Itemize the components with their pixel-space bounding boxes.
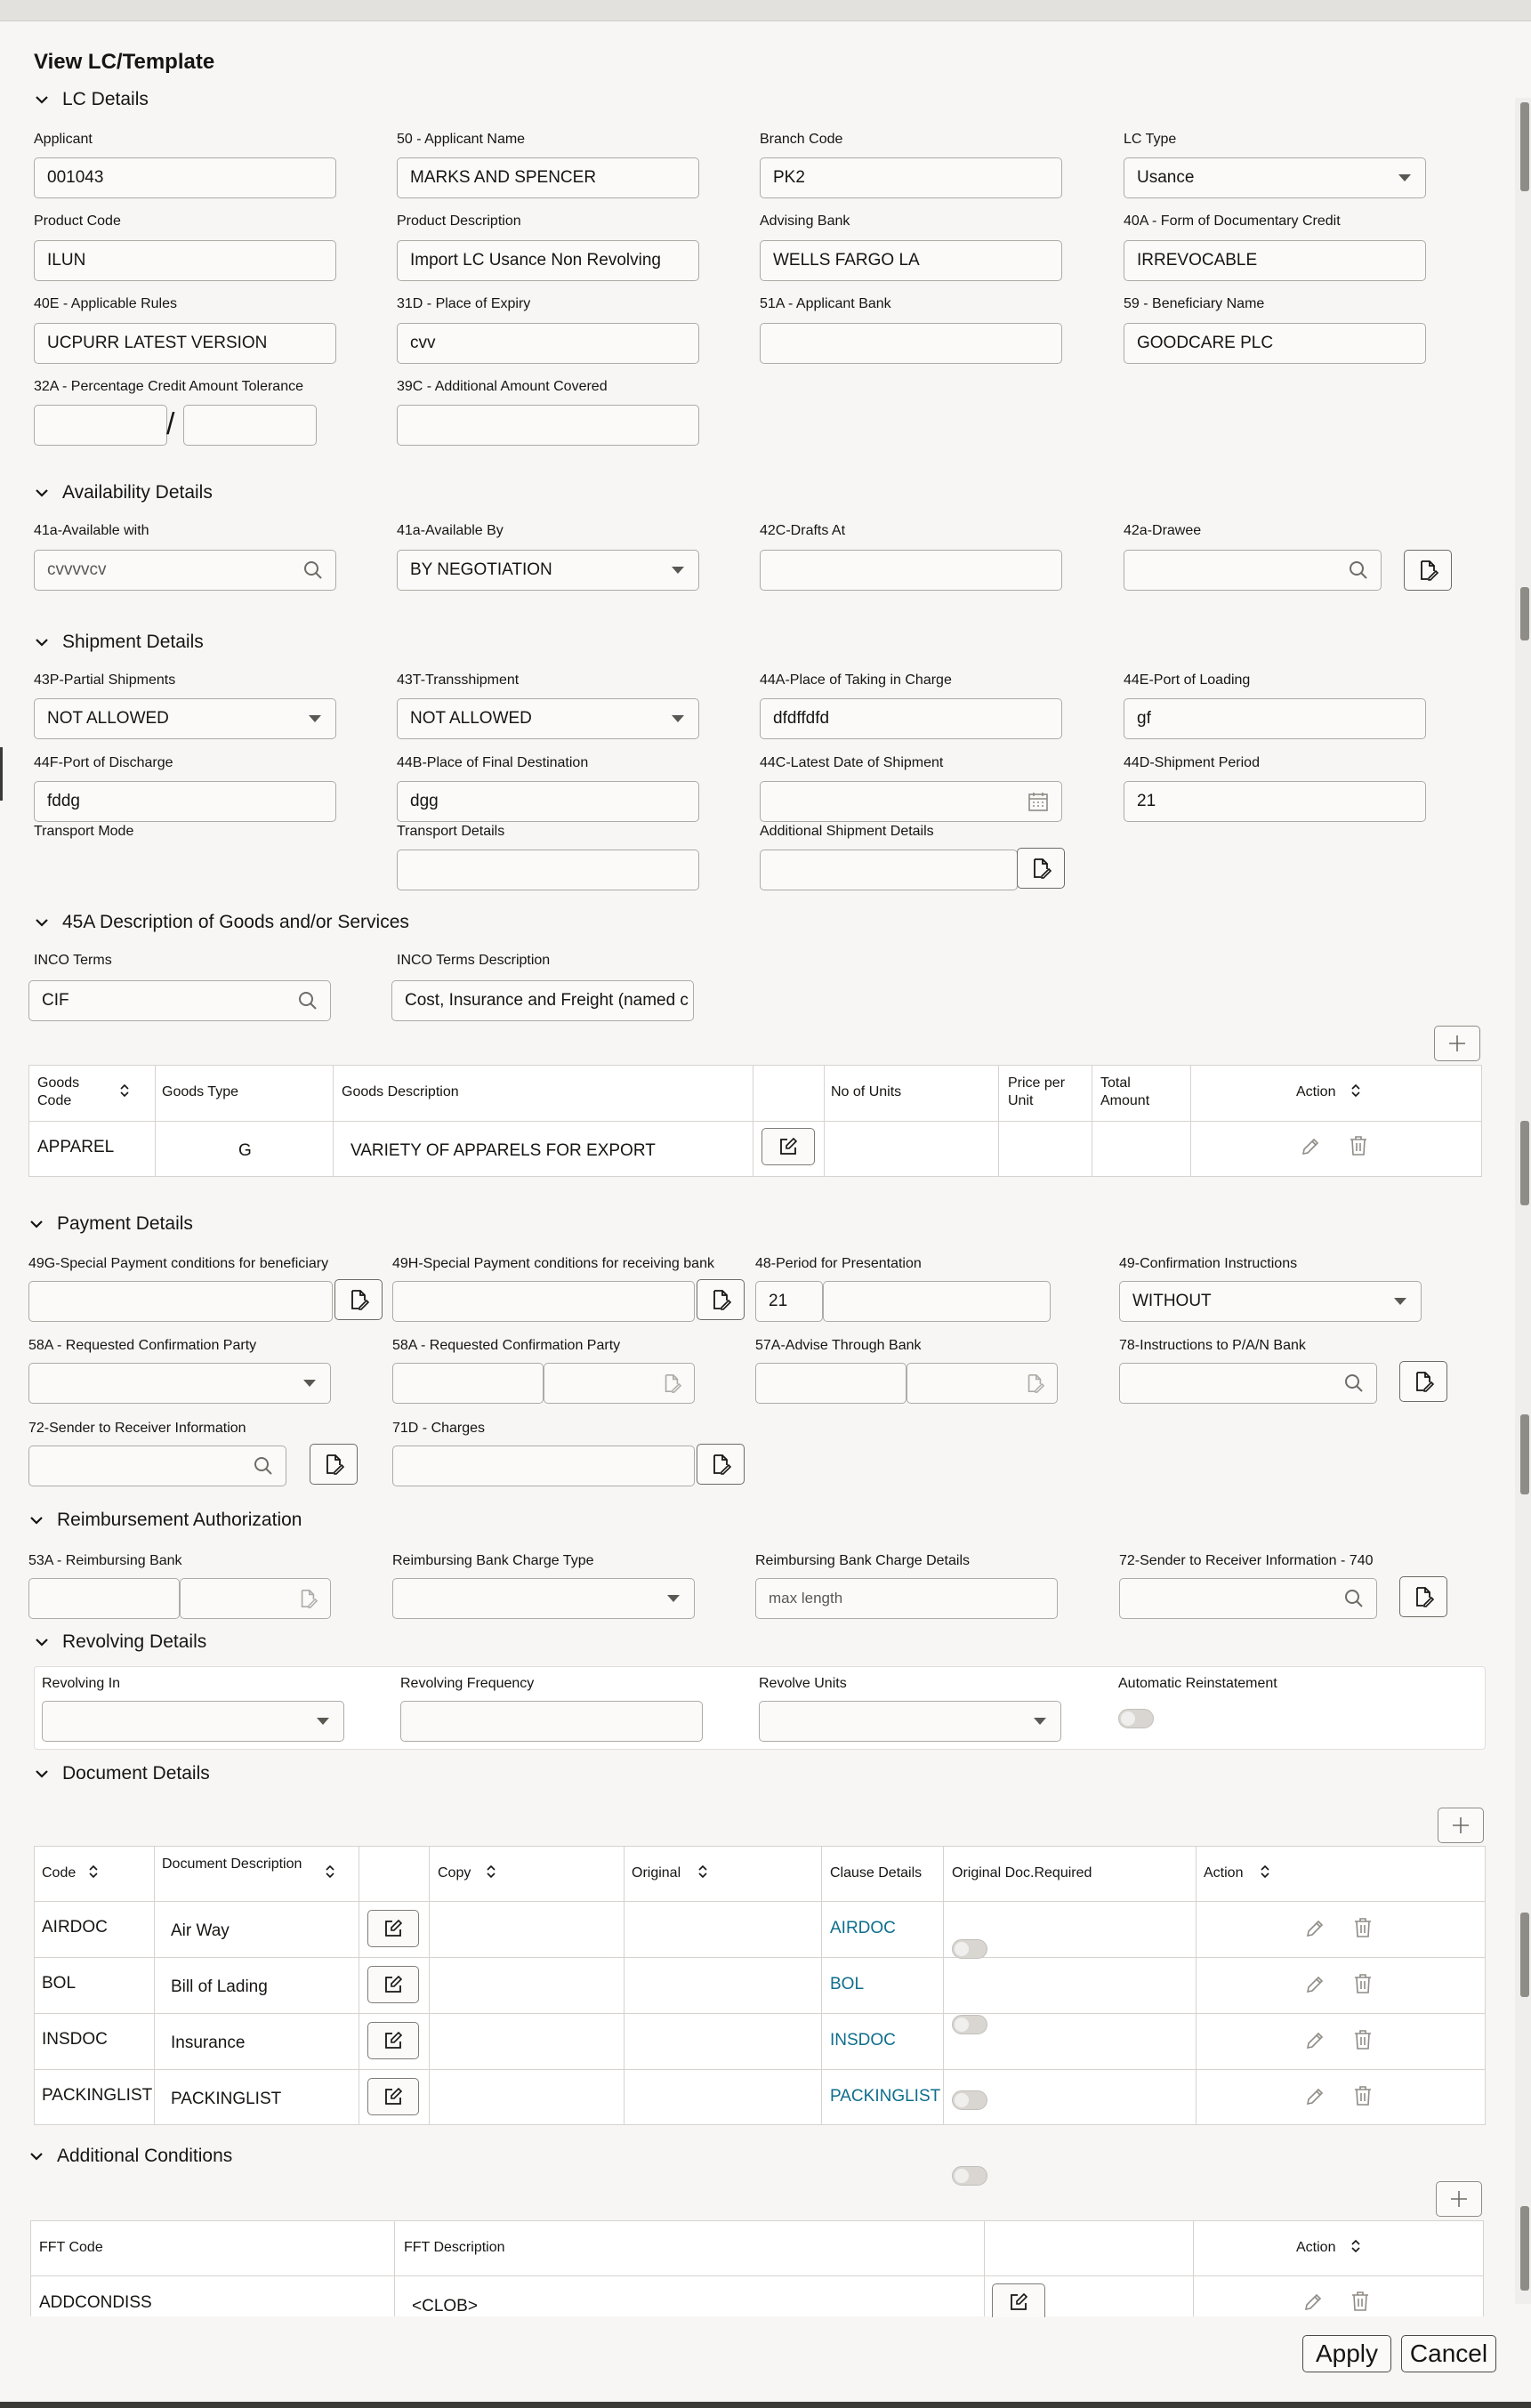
doc-code-cell: PACKINGLIST [42,2086,153,2105]
document-edit-icon [1413,1586,1434,1607]
revolving-frequency-field[interactable] [400,1701,703,1742]
beneficiary-name-field[interactable]: GOODCARE PLC [1124,323,1426,364]
special-beneficiary-field[interactable] [28,1281,333,1322]
chevron-down-icon [34,92,50,108]
branch-code-label: Branch Code [760,132,843,147]
inco-terms-label: INCO Terms [34,953,112,968]
port-discharge-field[interactable]: fddg [34,781,336,822]
section-title: Shipment Details [62,632,204,652]
search-icon[interactable] [1349,560,1368,580]
row-divider [34,2013,1486,2014]
revolve-units-label: Revolve Units [759,1676,847,1691]
confirmation-label: 49-Confirmation Instructions [1119,1256,1298,1271]
sender-740-edit-button[interactable] [1399,1576,1447,1617]
available-by-value: BY NEGOTIATION [410,560,552,579]
transport-details-label: Transport Details [397,824,505,839]
pencil-icon[interactable] [1305,1975,1325,1994]
row-divider [34,1957,1486,1958]
doc-clause-link[interactable]: PACKINGLIST [830,2087,941,2106]
section-title: LC Details [62,89,149,109]
charge-details-field[interactable]: max length [755,1578,1058,1619]
col-header-original[interactable]: Original [632,1865,681,1880]
chevron-down-icon [34,485,50,501]
scrollbar-thumb-3[interactable] [1520,1121,1529,1205]
doc-clause-link[interactable]: INSDOC [830,2031,896,2050]
trash-icon[interactable] [1353,2029,1373,2050]
partial-shipments-value: NOT ALLOWED [47,709,169,728]
transport-mode-label: Transport Mode [34,824,134,839]
drawee-edit-button[interactable] [1404,550,1452,591]
auto-reinstatement-toggle[interactable] [1118,1709,1154,1728]
drafts-at-field[interactable] [760,550,1062,591]
col-header-fft-action[interactable]: Action [1296,2240,1336,2255]
tolerance-label: 32A - Percentage Credit Amount Tolerance [34,379,303,394]
section-shipment[interactable] [34,632,204,653]
scrollbar-thumb[interactable] [1520,102,1529,191]
sender-740-field[interactable] [1119,1578,1377,1619]
dropdown-caret-icon [1034,1718,1046,1725]
port-loading-label: 44E-Port of Loading [1124,672,1251,688]
req-conf-party-select[interactable] [28,1363,331,1404]
edit-box-icon [384,1920,402,1937]
doc-code-cell: BOL [42,1974,77,1993]
row-divider [28,1121,1482,1122]
col-divider [155,1065,156,1177]
chevron-down-icon [28,1512,44,1528]
search-icon[interactable] [298,991,318,1011]
section-title: 45A Description of Goods and/or Services [62,912,409,932]
doc-edit-button[interactable] [367,1966,419,2003]
charge-type-select[interactable] [392,1578,695,1619]
row-divider [30,2275,1484,2276]
scrollbar-thumb-6[interactable] [1520,2206,1529,2291]
sort-icon[interactable] [1260,1864,1270,1879]
shipment-period-label: 44D-Shipment Period [1124,755,1260,770]
document-edit-icon [348,1289,369,1310]
trash-icon[interactable] [1353,1973,1373,1994]
edit-box-icon [779,1138,797,1156]
final-destination-field[interactable]: dgg [397,781,699,822]
fft-edit-button[interactable] [992,2283,1045,2321]
lc-type-select[interactable] [1124,157,1426,198]
document-edit-icon[interactable] [298,1589,318,1608]
doc-description-cell: Air Way [171,1921,230,1940]
dropdown-caret-icon [309,715,321,722]
scrollbar-thumb-5[interactable] [1520,1913,1529,1997]
revolving-in-label: Revolving In [42,1676,121,1691]
tolerance-separator: / [166,407,175,441]
charge-type-label: Reimbursing Bank Charge Type [392,1553,594,1568]
doc-edit-button[interactable] [367,1910,419,1947]
product-code-field[interactable]: ILUN [34,240,336,281]
req-conf-party-2-label: 58A - Requested Confirmation Party [392,1338,621,1353]
edit-box-icon [384,2032,402,2050]
section-title: Availability Details [62,482,213,503]
col-divider [1190,1065,1191,1177]
product-code-label: Product Code [34,213,121,229]
doc-edit-button[interactable] [367,2078,419,2115]
place-taking-label: 44A-Place of Taking in Charge [760,672,952,688]
pencil-icon[interactable] [1301,1137,1320,1156]
col-header-copy[interactable]: Copy [438,1865,471,1880]
original-doc-required-toggle[interactable] [952,2015,987,2034]
additional-shipment-label: Additional Shipment Details [760,824,934,839]
charges-edit-button[interactable] [697,1444,745,1485]
additional-shipment-edit-button[interactable] [1017,848,1065,889]
reimbursing-bank-label: 53A - Reimbursing Bank [28,1553,182,1568]
tolerance-minus-field[interactable] [183,405,317,446]
doc-code-cell: INSDOC [42,2030,108,2049]
section-goods[interactable] [34,912,409,933]
port-loading-field[interactable]: gf [1124,698,1426,739]
search-icon[interactable] [1344,1589,1364,1608]
section-documents[interactable] [34,1763,210,1784]
plus-icon [1447,1034,1467,1053]
document-edit-icon [1030,858,1052,879]
search-icon[interactable] [303,560,323,580]
add-goods-button[interactable] [1434,1026,1480,1061]
dropdown-caret-icon [672,715,684,722]
col-divider [984,2220,985,2316]
sort-icon[interactable] [88,1864,99,1879]
product-description-label: Product Description [397,213,521,229]
lc-type-label: LC Type [1124,132,1177,147]
col-header-no-of-units: No of Units [831,1084,902,1099]
goods-type-cell: G [238,1141,252,1160]
section-title: Additional Conditions [57,2146,233,2166]
scrollbar-thumb-4[interactable] [1520,1414,1529,1494]
special-beneficiary-edit-button[interactable] [334,1279,383,1320]
transshipment-select[interactable] [397,698,699,739]
presentation-text-field[interactable] [823,1281,1051,1322]
original-doc-required-toggle[interactable] [952,2090,987,2110]
col-divider [821,1846,822,2125]
original-doc-required-toggle[interactable] [952,1939,987,1959]
document-edit-icon [1413,1371,1434,1392]
advise-through-name-field[interactable] [907,1363,1058,1404]
plus-icon [1449,2189,1469,2209]
reimbursing-bank-name-field[interactable] [180,1578,331,1619]
branch-code-field[interactable]: PK2 [760,157,1062,198]
available-with-value: cvvvvcv [47,560,107,579]
latest-date-label: 44C-Latest Date of Shipment [760,755,944,770]
dropdown-caret-icon [672,567,684,574]
product-description-field[interactable]: Import LC Usance Non Revolving [397,240,699,281]
chevron-down-icon [34,634,50,650]
col-divider [824,1065,825,1177]
document-edit-icon [710,1454,731,1475]
sort-icon[interactable] [486,1864,496,1879]
col-header-action[interactable]: Action [1296,1084,1336,1099]
confirmation-select[interactable] [1119,1281,1422,1322]
applicant-name-label: 50 - Applicant Name [397,132,526,147]
page-title: View LC/Template [34,50,215,74]
edit-box-icon [384,2088,402,2106]
sort-icon[interactable] [1350,2239,1361,2253]
partial-shipments-label: 43P-Partial Shipments [34,672,176,688]
auto-reinstatement-label: Automatic Reinstatement [1118,1676,1277,1691]
sender-740-label: 72-Sender to Receiver Information - 740 [1119,1553,1374,1568]
col-divider [1193,2220,1194,2316]
doc-description-cell: Insurance [171,2034,246,2052]
applicant-bank-label: 51A - Applicant Bank [760,296,891,311]
instructions-pan-label: 78-Instructions to P/A/N Bank [1119,1338,1306,1353]
applicant-field[interactable]: 001043 [34,157,336,198]
confirmation-value: WITHOUT [1132,1292,1212,1310]
footer-bar [0,2317,1531,2408]
pencil-icon[interactable] [1305,1919,1325,1938]
drawee-field[interactable] [1124,550,1382,591]
special-receiving-field[interactable] [392,1281,695,1322]
sender-receiver-edit-button[interactable] [310,1444,358,1485]
apply-button[interactable]: Apply [1302,2335,1391,2372]
charges-field[interactable] [392,1446,695,1486]
latest-date-field[interactable] [760,781,1062,822]
transport-details-field[interactable] [397,850,699,890]
form-of-credit-field[interactable]: IRREVOCABLE [1124,240,1426,281]
col-header-fft-description: FFT Description [404,2240,505,2255]
section-reimbursement[interactable] [28,1510,302,1531]
place-taking-field[interactable]: dfdffdfd [760,698,1062,739]
dropdown-caret-icon [303,1380,316,1387]
applicant-bank-field[interactable] [760,323,1062,364]
inco-desc-field[interactable]: Cost, Insurance and Freight (named c [391,980,694,1021]
col-header-document-description[interactable]: Document Description [162,1856,302,1872]
search-icon[interactable] [254,1456,273,1476]
trash-icon[interactable] [1353,1917,1373,1938]
revolve-units-select[interactable] [759,1701,1061,1742]
sender-receiver-label: 72-Sender to Receiver Information [28,1421,246,1436]
edit-box-icon [1010,2293,1027,2311]
section-title: Payment Details [57,1213,193,1234]
partial-shipments-select[interactable] [34,698,336,739]
inco-terms-field[interactable] [28,980,331,1021]
tolerance-plus-field[interactable] [34,405,167,446]
section-additional-conditions[interactable] [28,2146,232,2167]
final-destination-label: 44B-Place of Final Destination [397,755,589,770]
document-edit-icon [710,1289,731,1310]
additional-amount-field[interactable] [397,405,699,446]
inco-terms-value: CIF [42,991,69,1010]
special-receiving-label: 49H-Special Payment conditions for receiving bank [392,1256,714,1271]
col-header-price-per-unit: Price per Unit [1008,1075,1066,1108]
section-lc-details[interactable] [34,89,149,110]
revolving-in-select[interactable] [42,1701,344,1742]
transshipment-value: NOT ALLOWED [410,709,532,728]
charge-details-label: Reimbursing Bank Charge Details [755,1553,970,1568]
pencil-icon[interactable] [1303,2292,1323,2312]
dropdown-caret-icon [1394,1298,1406,1305]
col-header-goods-code[interactable]: Goods Code [37,1075,80,1108]
req-conf-party-label: 58A - Requested Confirmation Party [28,1338,257,1353]
bottom-edge [0,2402,1531,2408]
applicable-rules-label: 40E - Applicable Rules [34,296,177,311]
inco-desc-label: INCO Terms Description [397,953,551,968]
col-divider [998,1065,999,1177]
charges-label: 71D - Charges [392,1421,486,1436]
row-divider [34,2069,1486,2070]
edit-box-icon [384,1976,402,1993]
special-receiving-edit-button[interactable] [697,1279,745,1320]
req-conf-party-2-code-field[interactable] [392,1363,544,1404]
applicant-name-field[interactable]: MARKS AND SPENCER [397,157,699,198]
form-of-credit-label: 40A - Form of Documentary Credit [1124,213,1341,229]
sort-icon[interactable] [697,1864,708,1879]
dropdown-caret-icon [1398,174,1411,181]
reimbursing-bank-code-field[interactable] [28,1578,180,1619]
scrollbar-thumb-2[interactable] [1520,587,1529,640]
trash-icon[interactable] [1349,1135,1368,1156]
fft-description-cell: <CLOB> [412,2297,478,2315]
section-availability[interactable] [34,482,213,503]
shipment-period-field[interactable]: 21 [1124,781,1426,822]
col-header-goods-description: Goods Description [342,1084,459,1099]
section-revolving[interactable] [34,1631,206,1653]
additional-amount-label: 39C - Additional Amount Covered [397,379,608,394]
transshipment-label: 43T-Transshipment [397,672,520,688]
col-header-total-amount: Total Amount [1100,1075,1150,1108]
col-header-fft-code: FFT Code [39,2240,103,2255]
col-header-goods-type: Goods Type [162,1084,238,1099]
col-divider [154,1846,155,2125]
instructions-pan-edit-button[interactable] [1399,1361,1447,1402]
beneficiary-name-label: 59 - Beneficiary Name [1124,296,1265,311]
sort-icon[interactable] [119,1083,130,1098]
presentation-days-field[interactable]: 21 [755,1281,823,1322]
col-divider [394,2220,395,2316]
instructions-pan-field[interactable] [1119,1363,1377,1404]
doc-edit-button[interactable] [367,2022,419,2059]
section-payment[interactable] [28,1213,193,1235]
chevron-down-icon [34,1634,50,1650]
place-of-expiry-field[interactable]: cvv [397,323,699,364]
add-document-button[interactable] [1438,1808,1484,1843]
applicable-rules-field[interactable]: UCPURR LATEST VERSION [34,323,336,364]
top-header-bar [0,0,1531,21]
dropdown-caret-icon [317,1718,329,1725]
pencil-icon[interactable] [1305,2031,1325,2050]
doc-clause-link[interactable]: BOL [830,1975,865,1993]
col-header-doc-action[interactable]: Action [1204,1865,1244,1880]
additional-shipment-field[interactable] [760,850,1018,890]
goods-code-cell: APPAREL [37,1138,115,1156]
col-divider [333,1065,334,1177]
dropdown-caret-icon [667,1595,680,1602]
doc-description-cell: Bill of Lading [171,1977,268,1996]
req-conf-party-2-name-field[interactable] [544,1363,695,1404]
sort-icon[interactable] [325,1864,335,1879]
pencil-icon[interactable] [1305,2087,1325,2106]
sort-icon[interactable] [1350,1083,1361,1098]
trash-icon[interactable] [1353,2085,1373,2106]
col-header-clause-details: Clause Details [830,1865,923,1880]
chevron-down-icon [34,914,50,930]
fft-code-cell: ADDCONDISS [39,2293,152,2312]
sender-receiver-field[interactable] [28,1446,286,1486]
doc-clause-link[interactable]: AIRDOC [830,1919,896,1937]
drafts-at-label: 42C-Drafts At [760,523,846,538]
chevron-down-icon [28,1216,44,1232]
search-icon[interactable] [1344,1373,1364,1393]
col-divider [943,1846,944,2125]
left-edge-marker [0,747,3,801]
document-edit-icon [1417,560,1438,581]
available-with-label: 41a-Available with [34,523,149,538]
calendar-icon[interactable] [1027,791,1049,812]
place-of-expiry-label: 31D - Place of Expiry [397,296,531,311]
document-edit-icon[interactable] [1025,1373,1044,1393]
advise-through-label: 57A-Advise Through Bank [755,1338,922,1353]
special-beneficiary-label: 49G-Special Payment conditions for beneficiary [28,1256,329,1271]
lc-type-value: Usance [1137,168,1195,187]
document-edit-icon [323,1454,344,1475]
chevron-down-icon [34,1766,50,1782]
revolving-frequency-label: Revolving Frequency [400,1676,535,1691]
col-divider [429,1846,430,2125]
trash-icon[interactable] [1350,2291,1370,2312]
col-header-original-doc-required: Original Doc.Required [952,1865,1092,1880]
advising-bank-label: Advising Bank [760,213,850,229]
add-condition-button[interactable] [1436,2181,1482,2217]
cancel-button[interactable]: Cancel [1401,2335,1496,2372]
chevron-down-icon [28,2148,44,2164]
original-doc-required-toggle[interactable] [952,2166,987,2186]
section-title: Reimbursement Authorization [57,1510,302,1530]
presentation-label: 48-Period for Presentation [755,1256,922,1271]
conditions-table [30,2220,1484,2316]
available-with-field[interactable] [34,550,336,591]
doc-description-cell: PACKINGLIST [171,2090,282,2108]
port-discharge-label: 44F-Port of Discharge [34,755,173,770]
plus-icon [1451,1816,1471,1835]
section-title: Document Details [62,1763,210,1784]
applicant-label: Applicant [34,132,93,147]
col-header-code[interactable]: Code [42,1865,77,1880]
row-divider [34,1901,1486,1902]
document-edit-icon[interactable] [662,1373,681,1393]
available-by-select[interactable] [397,550,699,591]
advise-through-code-field[interactable] [755,1363,907,1404]
drawee-label: 42a-Drawee [1124,523,1202,538]
section-title: Revolving Details [62,1631,207,1652]
col-divider [1196,1846,1197,2125]
advising-bank-field[interactable]: WELLS FARGO LA [760,240,1062,281]
goods-edit-description-button[interactable] [761,1128,815,1165]
goods-description-cell: VARIETY OF APPARELS FOR EXPORT [351,1141,656,1160]
available-by-label: 41a-Available By [397,523,504,538]
doc-code-cell: AIRDOC [42,1918,108,1937]
